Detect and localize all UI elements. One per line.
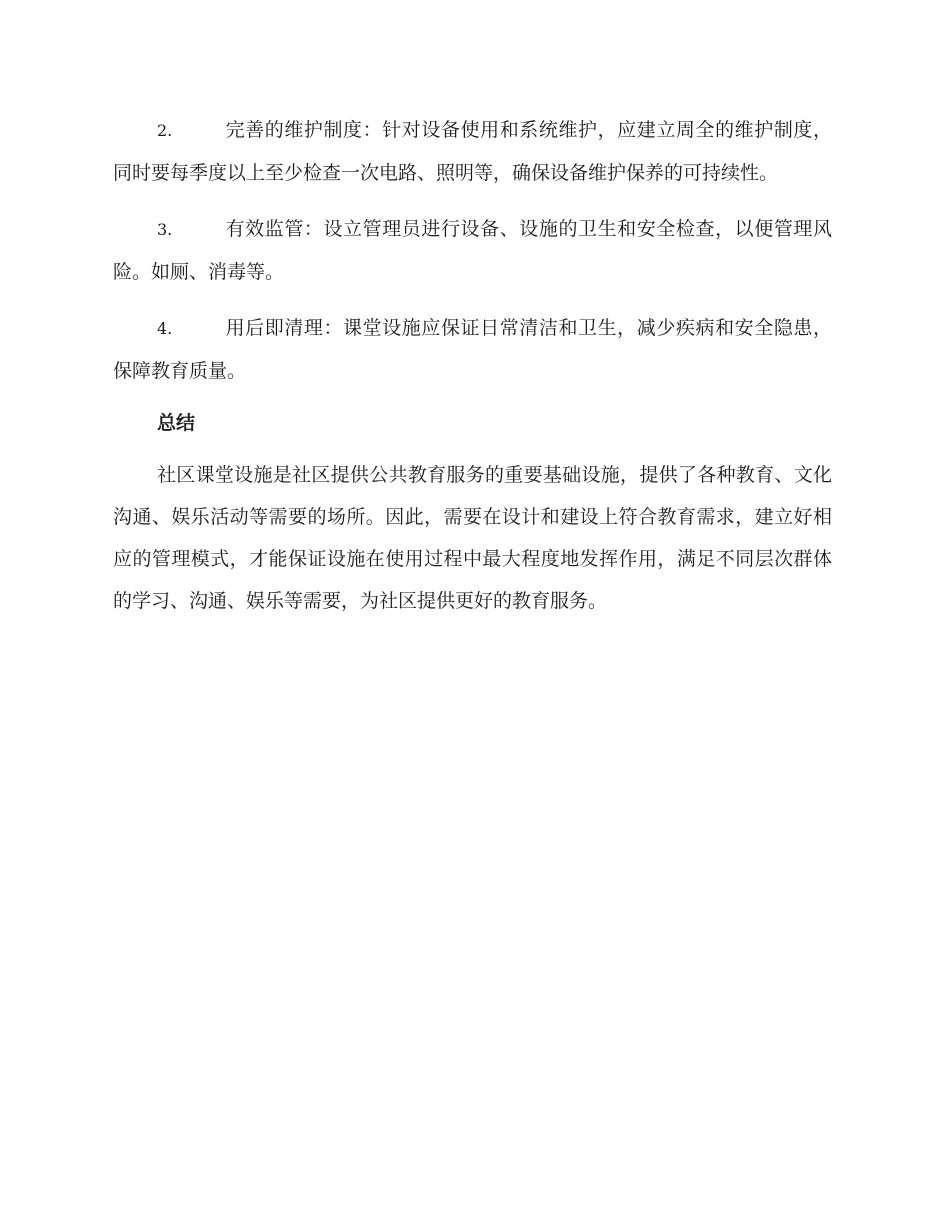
list-item-2	[113, 109, 832, 194]
list-item-text: 用后即清理：课堂设施应保证日常清洁和卫生，减少疾病和安全隐患，保障教育质量。	[113, 317, 832, 382]
summary-paragraph: 社区课堂设施是社区提供公共教育服务的重要基础设施，提供了各种教育、文化沟通、娱乐活动等需要的场所。因此，需要在设计和建设上符合教育需求，建立好相应的管理模式，才能保证设施在使用过程中最大程度地发挥作用，满足不同层次群体的学习、沟通、娱乐等需要，为社区提供更好的教育服务。	[113, 464, 832, 612]
list-number: 2.	[157, 121, 173, 140]
list-item-text: 完善的维护制度：针对设备使用和系统维护，应建立周全的维护制度，同时要每季度以上至少检查一次电路、照明等，确保设备维护保养的可持续性。	[113, 119, 832, 184]
summary-heading: 总结	[157, 412, 196, 434]
list-item-4	[113, 307, 832, 392]
list-number: 3.	[157, 220, 173, 239]
list-item-text: 有效监管：设立管理员进行设备、设施的卫生和安全检查，以便管理风险。如厕、消毒等。	[113, 218, 832, 283]
list-item-3	[113, 208, 832, 293]
list-number: 4.	[157, 319, 173, 338]
